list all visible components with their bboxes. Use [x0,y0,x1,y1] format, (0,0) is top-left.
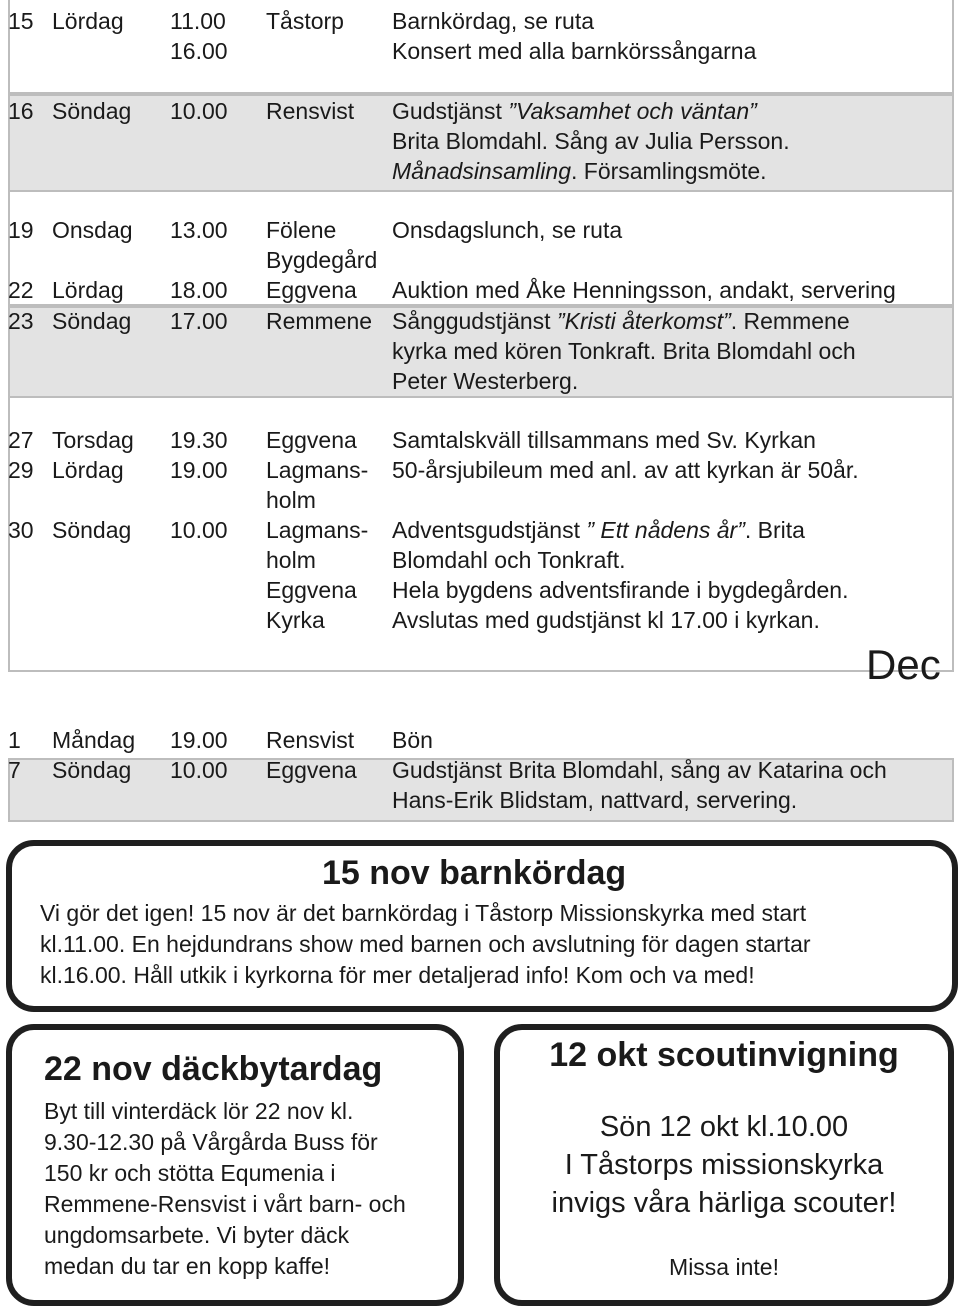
event-desc: Gudstjänst ”Vaksamhet och väntan” [392,98,757,124]
event-place: holm [266,547,316,573]
dackbytardag-box [6,1024,464,1306]
scoutinvigning-footer: Missa inte! [669,1254,779,1280]
scoutinvigning-line: invigs våra härliga scouter! [551,1187,897,1219]
weekday: Torsdag [52,427,134,453]
weekday: Söndag [52,98,132,124]
event-desc: Barnkördag, se ruta [392,8,595,34]
weekday: Måndag [52,727,136,753]
event-place: Remmene [266,308,373,334]
month-heading-dec: Dec [866,641,941,688]
dackbytardag-line: 9.30-12.30 på Vårgårda Buss för [44,1129,378,1155]
scoutinvigning-box [494,1024,954,1306]
weekday: Lördag [52,457,124,483]
event-time: 16.00 [170,38,228,64]
dackbytardag-line: Remmene-Rensvist i vårt barn- och [44,1191,406,1217]
event-place: Lagmans- [266,457,369,483]
weekday: Lördag [52,8,124,34]
event-desc: Sånggudstjänst ”Kristi återkomst”. Remmene [392,308,850,334]
event-desc: Peter Westerberg. [392,368,579,394]
day-number: 15 [8,8,34,34]
event-place: Kyrka [266,607,325,633]
day-number: 22 [8,277,34,303]
day-number: 29 [8,457,34,483]
event-desc: Konsert med alla barnkörssångarna [392,38,757,64]
day-number: 1 [8,727,21,753]
event-time: 10.00 [170,757,228,783]
event-desc: Onsdagslunch, se ruta [392,217,623,243]
weekday: Onsdag [52,217,133,243]
event-place: Eggvena [266,277,357,303]
event-time: 10.00 [170,98,228,124]
scoutinvigning-line: Sön 12 okt kl.10.00 [599,1111,849,1143]
event-place: Fölene [266,217,337,243]
day-number: 7 [8,757,21,783]
event-desc: Blomdahl och Tonkraft. [392,547,626,573]
event-place: Rensvist [266,727,355,753]
event-place: holm [266,487,316,513]
day-number: 23 [8,308,34,334]
event-place: Tåstorp [266,8,344,34]
event-time: 11.00 [170,8,226,34]
dackbytardag-line: medan du tar en kopp kaffe! [44,1253,330,1279]
event-desc: Hela bygdens adventsfirande i bygdegården. [392,577,849,603]
scoutinvigning-line: I Tåstorps missionskyrka [564,1149,884,1181]
event-time: 19.00 [170,727,228,753]
event-time: 19.00 [170,457,228,483]
event-desc: Adventsgudstjänst ” Ett nådens år”. Brita [392,517,805,543]
event-desc: Auktion med Åke Henningsson, andakt, servering [392,277,896,303]
event-place: Eggvena [266,427,357,453]
event-desc: Bön [392,727,433,753]
day-number: 27 [8,427,34,453]
weekday: Söndag [52,757,132,783]
scoutinvigning-title: 12 okt scoutinvigning [549,1036,899,1074]
event-time: 19.30 [170,427,228,453]
dackbytardag-line: Byt till vinterdäck lör 22 nov kl. [44,1098,354,1124]
barnkordag-title: 15 nov barnkördag [322,854,627,892]
event-place: Bygdegård [266,247,378,273]
barnkordag-line: Vi gör det igen! 15 nov är det barnkördag i Tåstorp Missionskyrka med start [40,900,807,926]
barnkordag-line: kl.16.00. Håll utkik i kyrkorna för mer detaljerad info! Kom och va med! [40,962,755,988]
event-time: 10.00 [170,517,228,543]
dackbytardag-line: 150 kr och stötta Equmenia i [44,1160,336,1186]
day-number: 30 [8,517,34,543]
event-time: 13.00 [170,217,228,243]
barnkordag-line: kl.11.00. En hejdundrans show med barnen och avslutning för dagen startar [40,931,811,957]
event-time: 17.00 [170,308,228,334]
day-number: 16 [8,98,34,124]
event-desc: Månadsinsamling. Församlingsmöte. [392,158,767,184]
event-time: 18.00 [170,277,228,303]
event-desc: 50-årsjubileum med anl. av att kyrkan är 50år. [392,457,859,483]
dackbytardag-title: 22 nov däckbytardag [44,1050,383,1088]
dackbytardag-line: ungdomsarbete. Vi byter däck [44,1222,350,1248]
event-desc: Avslutas med gudstjänst kl 17.00 i kyrkan. [392,607,820,633]
barnkordag-box [6,840,958,1012]
event-desc: Samtalskväll tillsammans med Sv. Kyrkan [392,427,816,453]
event-place: Rensvist [266,98,355,124]
day-number: 19 [8,217,34,243]
event-desc: Gudstjänst Brita Blomdahl, sång av Katarina och [392,757,887,783]
event-desc: Brita Blomdahl. Sång av Julia Persson. [392,128,790,154]
event-place: Eggvena [266,757,357,783]
event-desc: Hans-Erik Blidstam, nattvard, servering. [392,787,798,813]
weekday: Söndag [52,517,132,543]
event-place: Eggvena [266,577,357,603]
weekday: Söndag [52,308,132,334]
event-place: Lagmans- [266,517,369,543]
event-desc: kyrka med kören Tonkraft. Brita Blomdahl och [392,338,856,364]
weekday: Lördag [52,277,124,303]
